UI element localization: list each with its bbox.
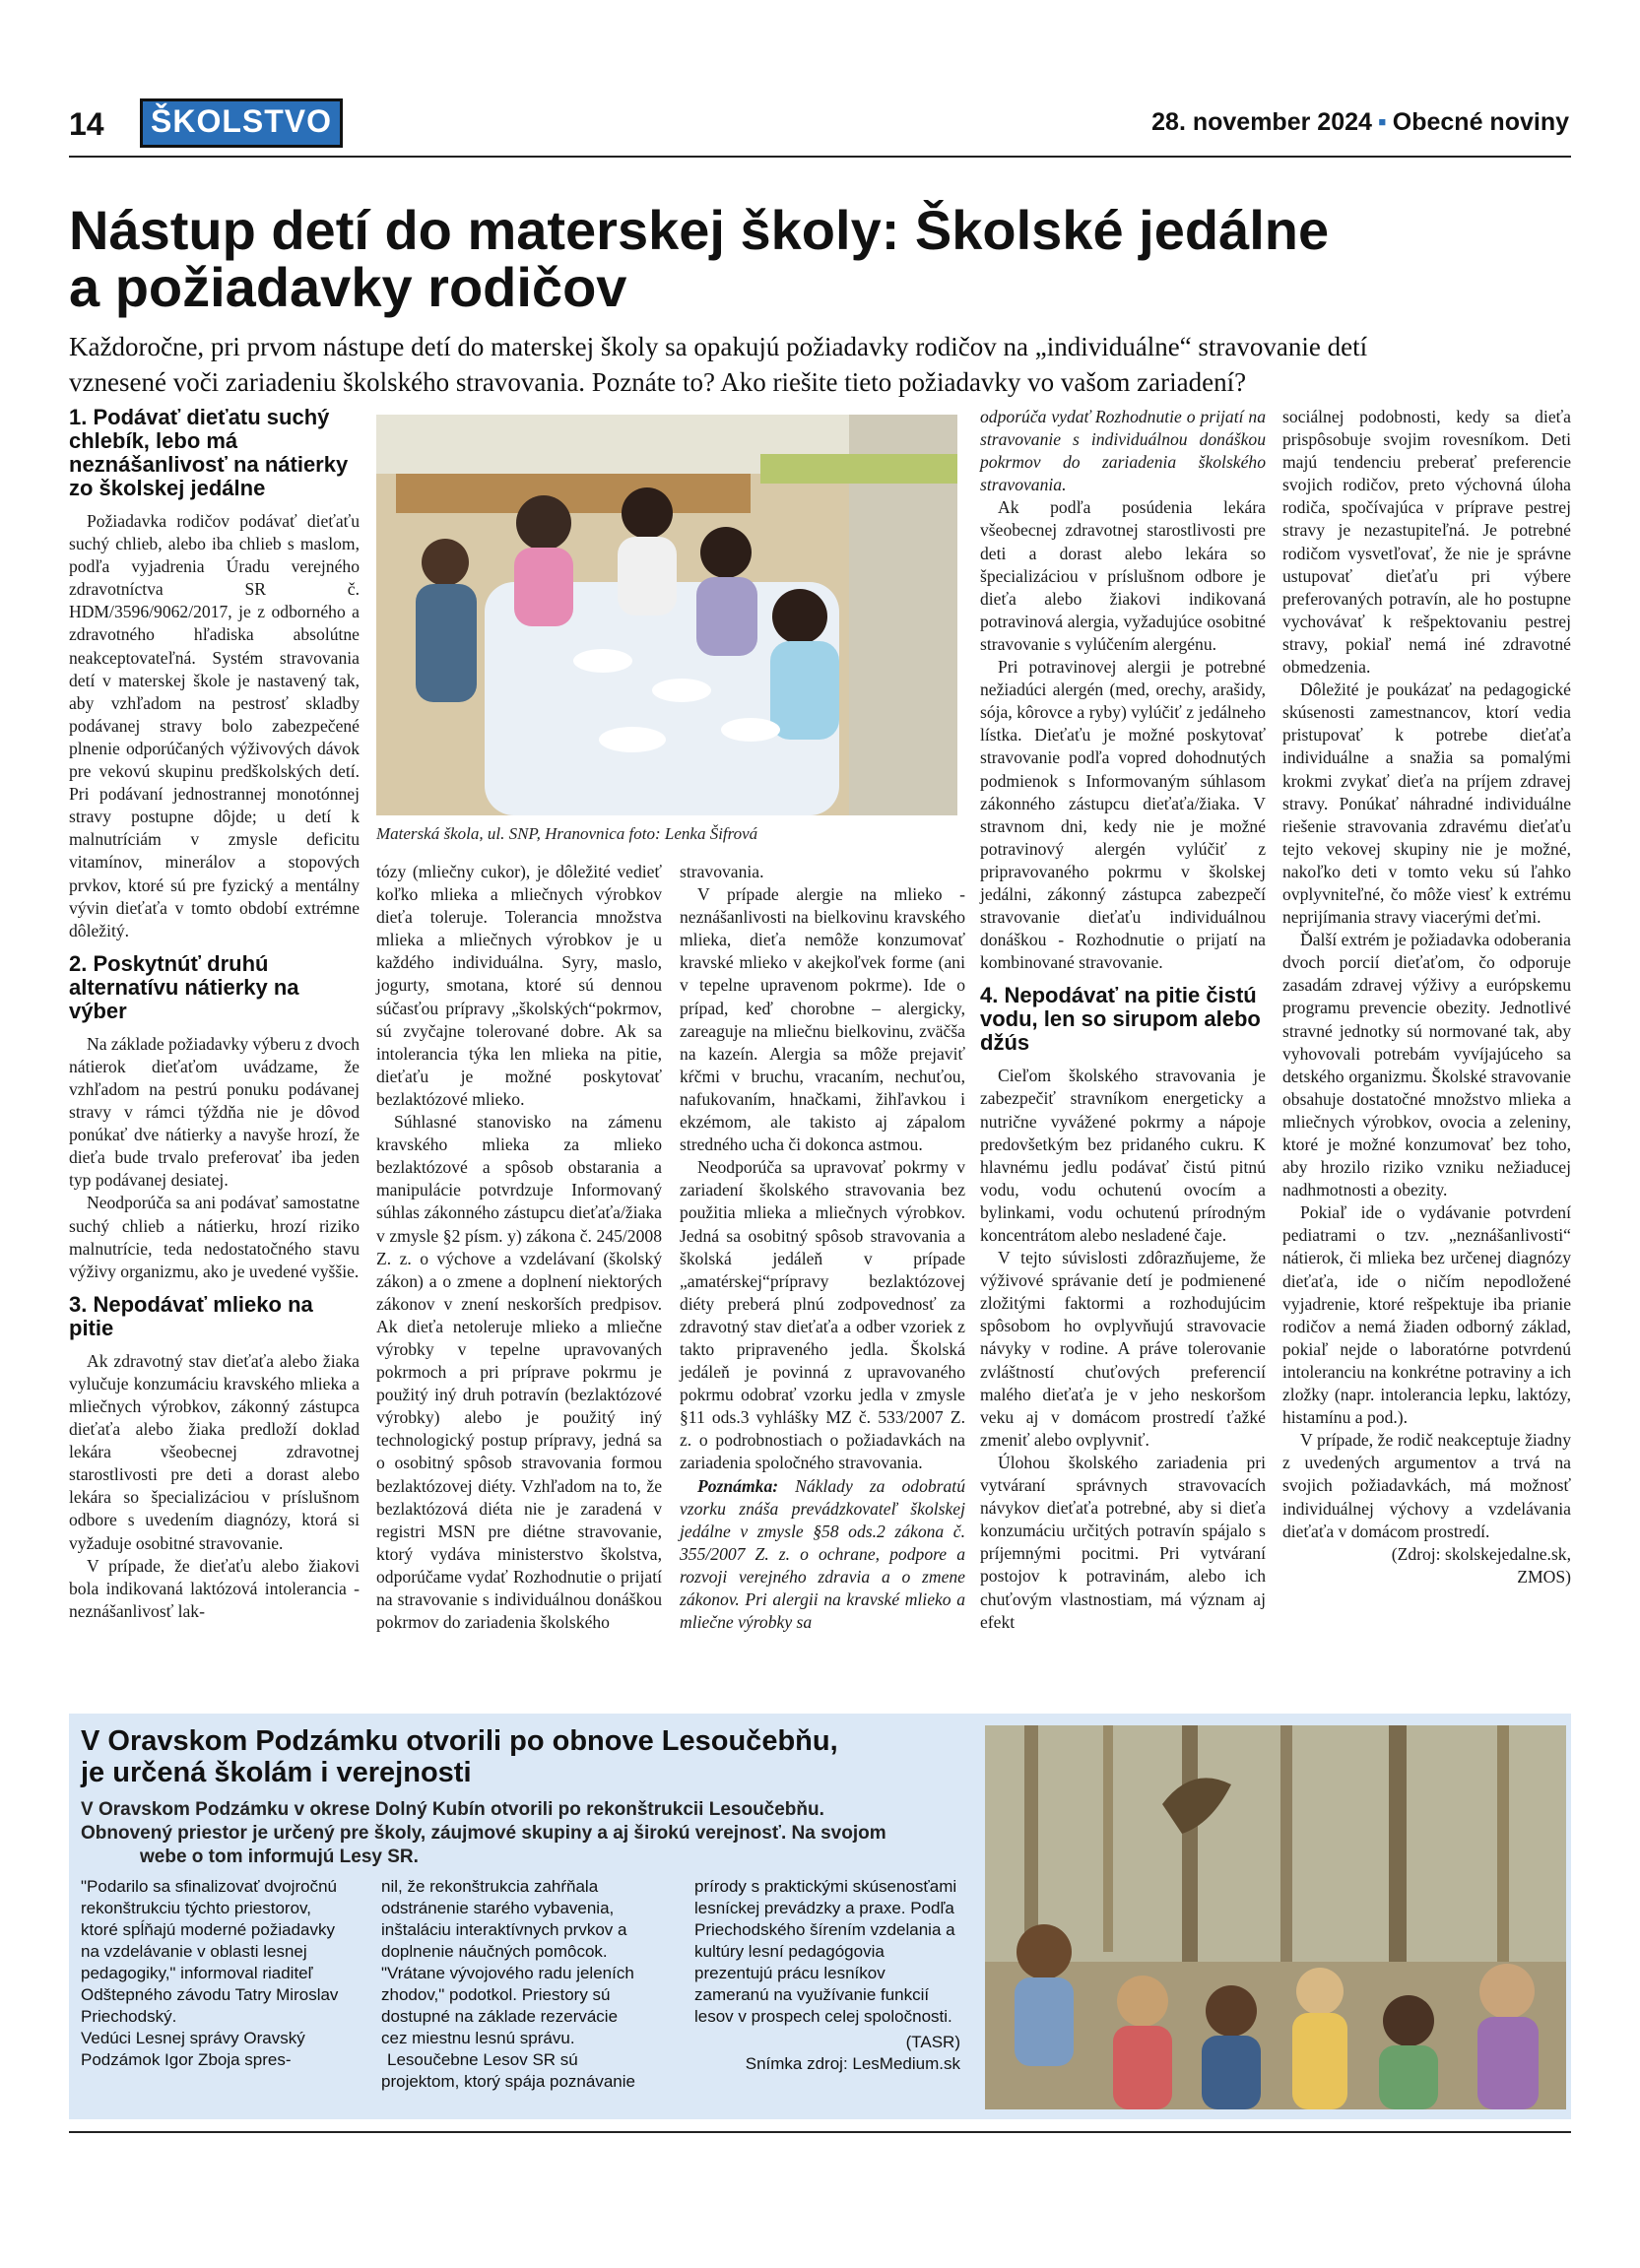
box-lead-line-1: V Oravskom Podzámku v okrese Dolný Kubín otvorili po rekonštrukcii Lesoučebňu. xyxy=(81,1799,824,1820)
box-lead-line-3: webe o tom informujú Lesy SR. xyxy=(140,1847,419,1867)
box-column-3 xyxy=(694,1876,960,2075)
article-source: (Zdroj: skolskejedalne.sk, xyxy=(1391,1543,1571,1564)
subheading-4: 4. Nepodávať na pitie čistú vodu, len so sirupom alebo džús xyxy=(980,983,1261,1056)
box-column-2 xyxy=(381,1876,642,2093)
paragraph: Ak zdravotný stav dieťaťa alebo žiaka vylučuje konzumáciu kravského mlieka a mliečnych výrobkov, zákonný zástupca dieťaťa alebo žiaka predloží doklad lekára všeobecnej zdravotnej starostlivosti pre deti a dorast alebo lekára so špecializáciou v príslušnom odbore s uvedením diagnózy, ktorá si vyžaduje osobitné stravovanie. xyxy=(69,1350,360,1553)
issue-info xyxy=(1151,108,1569,137)
article-column-4 xyxy=(980,406,1266,1634)
paragraph: V prípade, že rodič neakceptuje žiadny z uvedených argumentov a trvá na svojich požiadavkách, má možnosť individuálnej výchovy a vzdelávania dieťaťa v domácom prostredí. xyxy=(1282,1430,1571,1541)
paragraph: V prípade, že dieťaťu alebo žiakovi bola indikovaná laktózová intolerancia - neznášanlivosť lak- xyxy=(69,1555,360,1621)
subheading-2: 2. Poskytnúť druhú alternatívu nátierky na výber xyxy=(69,950,299,1023)
lead-line-1: Každoročne, pri prvom nástupe detí do materskej školy sa opakujú požiadavky rodičov na „individuálne“ stravovanie detí xyxy=(69,332,1368,361)
paragraph: "Podarilo sa sfinalizovať dvojročnú rekonštrukciu týchto priestorov, ktoré spĺňajú moderné požiadavky na vzdelávanie v oblasti lesnej pedagogiky," informoval riaditeľ Odštepného závodu Tatry Miroslav Priechodský. xyxy=(81,1877,339,2026)
subheading-1: 1. Podávať dieťatu suchý chlebík, lebo má neznášanlivosť na nátierky zo školskej jedálne xyxy=(69,405,349,500)
box-headline-line-1: V Oravskom Podzámku otvorili po obnove Lesoučebňu, xyxy=(81,1725,838,1757)
paragraph: tózy (mliečny cukor), je dôležité vedieť koľko mlieka a mliečnych výrobkov dieťa toleruje. Tolerancia množstva mlieka a mliečnych výrobkov je u každého individuálna. Syry, maslo, jogurty, smotana, ktoré sú dennou súčasťou prípravy „školských“pokrmov, sú zvyčajne tolerované dobre. Ak sa intolerancia týka len mlieka na pitie, dieťaťu je možné poskytovať bezlaktózové mlieko. xyxy=(376,862,662,1109)
footer-rule xyxy=(69,2131,1571,2133)
paragraph: nil, že rekonštrukcia zahŕňala odstránenie starého vybavenia, inštaláciu interaktívnych prvkov a doplnenie náučných pomôcok. "Vrátane vývojového radu jeleních zhodov," podotkol. Priestory sú dostupné na základe rezervácie cez miestnu lesnú správu. xyxy=(381,1877,634,2047)
paragraph: Ďalší extrém je požiadavka odoberania dvoch porcií dieťaťom, čo odporuje zasadám zdravej výživy a európskemu programu prevencie obezity. Jednotlivé stravné jednotky sú normované tak, aby vyhovovali potrebám vyvíjajúceho sa detského organizmu. Školské stravovanie obsahuje dostatočné množstvo mlieka a mliečnych výrobkov, ovocia a zeleniny, ktoré je možné konzumovať bez toho, aby hrozilo riziko vzniku nežiaducej nadhmotnosti a obezity. xyxy=(1282,930,1571,1200)
paragraph: Pri potravinovej alergii je potrebné nežiadúci alergén (med, orechy, arašidy, sója, kôrovce a ryby) vylúčiť z jedálneho lístka. Dieťaťu je možné poskytovať stravovanie podľa vopred dohodnutých podmienok s Informovaným súhlasom zákonného zástupcu dieťaťa/žiaka. V stravnom dni, kedy nie je možné potravinový alergén vylúčiť z pripravovaného pokrmu v školskej jedálni, zákonný zástupca zabezpečí stravovanie dieťaťu individuálnou donáškou - Rozhodnutie o prijatí na kombinované stravovanie. xyxy=(980,657,1266,973)
paragraph: Požiadavka rodičov podávať dieťaťu suchý chlieb, alebo iba chlieb s maslom, podľa vyjadrenia Úradu verejného zdravotníctva SR č. HDM/3596/9062/2017, je z odborného a zdravotného hľadiska absolútne neakceptovateľná. Systém stravovania detí v materskej škole je nastavený tak, aby vzhľadom na pestrosť skladby podávanej stravy bolo zabezpečené plnenie odporúčaných výživových dávok pre vekovú skupinu predškolských detí. Pri podávaní jednostrannej monotónnej stravy postupne dôjde; u detí k malnutríciám v zmysle deficitu vitamínov, minerálov a stopových prvkov, ktoré sú pre fyzický a mentálny vývin dieťaťa v tomto období extrémne dôležitý. xyxy=(69,511,360,940)
issue-date: 28. november 2024 xyxy=(1151,108,1372,136)
publication-name: Obecné noviny xyxy=(1392,108,1569,136)
separator: ▪ xyxy=(1377,108,1387,136)
paragraph: Neodporúča sa upravovať pokrmy v zariadení školského stravovania bez použitia mlieka a mliečnych výrobkov. Jedná sa osobitný spôsob stravovania a školská jedáleň v prípade „amatérskej“prípravy bezlaktózovej diéty preberá plnú zodpovednosť za zdravotný stav dieťaťa a odber vzoriek z takto pripraveného jedla. Školská jedáleň je povinná z upravovaného pokrmu odobrať vzorku jedla v zmysle §11 ods.3 vyhlášky MZ č. 533/2007 Z. z. o podrobnostiach o požiadavkách na zariadenia spoločného stravovania. xyxy=(680,1157,965,1473)
subheading-3: 3. Nepodávať mlieko na pitie xyxy=(69,1291,313,1340)
box-headline-line-2: je určená školám i verejnosti xyxy=(81,1757,472,1788)
note-label: Poznámka: xyxy=(697,1475,779,1496)
box-headline xyxy=(81,1725,967,1788)
paragraph: Ak podľa posúdenia lekára všeobecnej zdravotnej starostlivosti pre deti a dorast alebo lekára so špecializáciou v príslušnom odbore je dieťa alebo žiakovi indikovaná potravinová alergia, vyžadujúce osobitné stravovanie s vylúčením alergénu. xyxy=(980,497,1266,654)
box-lead xyxy=(81,1798,972,1869)
paragraph: Dôležité je poukázať na pedagogické skúsenosti zamestnancov, ktorí vedia pristupovať k potrebe dieťaťa individuálne a snažia sa pomalými krokmi zvykať dieťa na príjem zdravej stravy. Ponúkať náhradné individuálne riešenie stravovania zdravému dieťaťu tejto vekovej skupiny nie je možné, nakoľko deti v tomto veku sú ľahko ovplyvniteľné, čo môže viesť k extrému neprijímania stravy viacerými deťmi. xyxy=(1282,680,1571,928)
article-column-1 xyxy=(69,406,360,1623)
paragraph: odporúča vydať Rozhodnutie o prijatí na stravovanie s individuálnou donáškou pokrmov do zariadenia školského stravovania. xyxy=(980,407,1266,495)
paragraph: V tejto súvislosti zdôrazňujeme, že výživové správanie detí je podmienené zložitými faktormi a rozhodujúcim spôsobom ho ovplyvňujú stravovacie návyky v rodine. A práve tolerovanie zvláštností chuťových preferencií malého dieťaťa je v jeho neskoršom veku aj v domácom prostredí ťažké zmeniť alebo ovplyvniť. xyxy=(980,1248,1266,1450)
photo-illustration xyxy=(376,415,957,815)
section-label: ŠKOLSTVO xyxy=(140,98,343,148)
headline-line-1: Nástup detí do materskej školy: Školské jedálne xyxy=(69,199,1330,261)
article-lead xyxy=(69,329,1576,400)
paragraph: sociálnej podobnosti, kedy sa dieťa prispôsobuje svojim rovesníkom. Deti majú tendenciu preberať preferencie svojich rodičov, preto výchovná úloha rodiča, spočívajúca v príprave pestrej stravy je nezastupiteľná. Je potrebné rodičom vysvetľovať, že nie je správne ustupovať dieťaťu pri výbere preferovaných potravín, ale ho postupne vychovávať k rešpektovaniu pestrej stravy, pokiaľ nemá iné zdravotné obmedzenia. xyxy=(1282,407,1571,678)
lead-line-2: vznesené voči zariadeniu školského stravovania. Poznáte to? Ako riešite tieto požiadavky vo vašom zariadení? xyxy=(69,367,1247,397)
photo-caption: Materská škola, ul. SNP, Hranovnica foto: Lenka Šifrová xyxy=(376,824,758,843)
article-column-3 xyxy=(680,861,965,1634)
paragraph: V prípade alergie na mlieko - neznášanlivosti na bielkovinu kravského mlieka, dieťa nemôže konzumovať kravské mlieko v akejkoľvek forme (ani v tepelne upravenom pokrme). Ide o prípad, keď chorobne – alergicky, zareaguje na mliečnu bielkovinu, zväčša na kazeín. Alergia sa môže prejaviť kŕčmi v bruchu, vracaním, nechuťou, nafukovaním, hnačkami, žihľavkou i ekzémom, ale takisto aj zápalom stredného ucha či dokonca astmou. xyxy=(680,884,965,1155)
box-lead-line-2: Obnovený priestor je určený pre školy, záujmové skupiny a aj širokú verejnosť. Na svojom xyxy=(81,1823,886,1844)
note-text: Náklady za odobratú vzorku znáša prevádzkovateľ školskej jedálne v zmysle §58 ods.2 zákona č. 355/2007 Z. z. o ochrane, podpore a rozvoji verejného zdravia a o zmene zákonov. Pri alergii na kravské mlieko a mliečne výrobky sa xyxy=(680,1475,965,1633)
page-number: 14 xyxy=(69,106,104,142)
article-source-2: ZMOS) xyxy=(1517,1566,1571,1587)
note-paragraph xyxy=(680,1475,965,1635)
headline-line-2: a požiadavky rodičov xyxy=(69,256,627,318)
header-rule xyxy=(69,156,1571,158)
paragraph: stravovania. xyxy=(680,862,764,881)
paragraph: Súhlasné stanovisko na zámenu kravského mlieka za mlieko bezlaktózové a spôsob obstarania a manipulácie potvrdzuje Informovaný súhlas zákonného zástupcu dieťaťa/žiaka v zmysle §2 písm. y) zákona č. 245/2008 Z. z. o výchove a vzdelávaní (školský zákon) a o zmene a doplnení niektorých zákonov v znení neskorších predpisov. Ak dieťa netoleruje mlieko a mliečne výrobky v tepelne upravovaných pokrmoch a pri príprave pokrmu je použitý iný druh potravín (bezlaktózové výrobky) alebo je použitý iný technologický postup prípravy, jedná sa o osobitný spôsob stravovania formou bezlaktózovej diéty. Vzhľadom na to, že bezlaktózová diéta nie je zaradená v registri MSN pre diétne stravovanie, ktorý vydáva ministerstvo školstva, odporúčame vydať Rozhodnutie o prijatí na stravovanie s individuálnou donáškou pokrmov do zariadenia školského xyxy=(376,1112,662,1633)
paragraph: Neodporúča sa ani podávať samostatne suchý chlieb a nátierku, hrozí riziko malnutrície, teda nedostatočného stavu výživy organizmu, ako je uvedené vyššie. xyxy=(69,1193,360,1281)
paragraph: Vedúci Lesnej správy Oravský Podzámok Igor Zboja spres- xyxy=(81,2029,305,2069)
article-column-5 xyxy=(1282,406,1571,1588)
paragraph: Cieľom školského stravovania je zabezpečiť stravníkom energeticky a nutrične vyvážené pokrmy a nápoje predovšetkým bez pridaného cukru. K hlavnému jedlu podávať čistú pitnú vodu, vodu ochutenú ovocím a bylinkami, vodu ochutenú prírodným koncentrátom alebo nesladené čaje. xyxy=(980,1066,1266,1245)
box-source: (TASR) xyxy=(905,2033,960,2051)
paragraph: Na základe požiadavky výberu z dvoch nátierok dieťaťom uvádzame, že vzhľadom na pestrú ponuku podávanej stravy v rámci týždňa nie je dôvod ponúkať dve nátierky a navyše hrozí, že dieťa bude trvalo preferovať iba jeden typ podávanej desiatej. xyxy=(69,1033,360,1191)
kindergarten-dining-photo xyxy=(376,415,957,815)
paragraph: Pokiaľ ide o vydávanie potvrdení pediatrami o tzv. „neznášanlivosti“ nátierok, či mlieka bez určenej diagnózy dieťaťa, ide o ničím nepodložené vyjadrenie, ktoré rešpektuje iba prianie rodičov a nemá žiaden odborný základ, pokiaľ nejde o laboratórne potvrdenú intoleranciu na konkrétne potraviny a ich zložky (napr. intolerancia lepku, laktózy, histamínu a pod.). xyxy=(1282,1202,1571,1428)
article-column-2 xyxy=(376,861,662,1634)
paragraph: prírody s praktickými skúsenosťami lesníckej prevádzky a praxe. Podľa Priechodského šírením vzdelania a kultúry lesní pedagógovia prezentujú prácu lesníkov zameranú na využívanie funkcií lesov v prospech celej spoločnosti. xyxy=(694,1877,957,2026)
forest-classroom-photo xyxy=(985,1725,1566,2109)
box-column-1 xyxy=(81,1876,347,2071)
photo-illustration xyxy=(985,1725,1566,2109)
paragraph: Lesoučebne Lesov SR sú projektom, ktorý spája poznávanie xyxy=(381,2050,635,2091)
article-headline xyxy=(69,199,1546,318)
photo-credit: Snímka zdroj: LesMedium.sk xyxy=(745,2054,960,2073)
paragraph: Úlohou školského zariadenia pri vytváraní správnych stravovacích návykov dieťaťa potrebné, aby si dieťa konzumáciu určitých potravín spájalo s príjemnými pocitmi. Pri vytváraní postojov k potravinám, alebo ich chuťovým vlastnostiam, má význam aj efekt xyxy=(980,1452,1266,1632)
